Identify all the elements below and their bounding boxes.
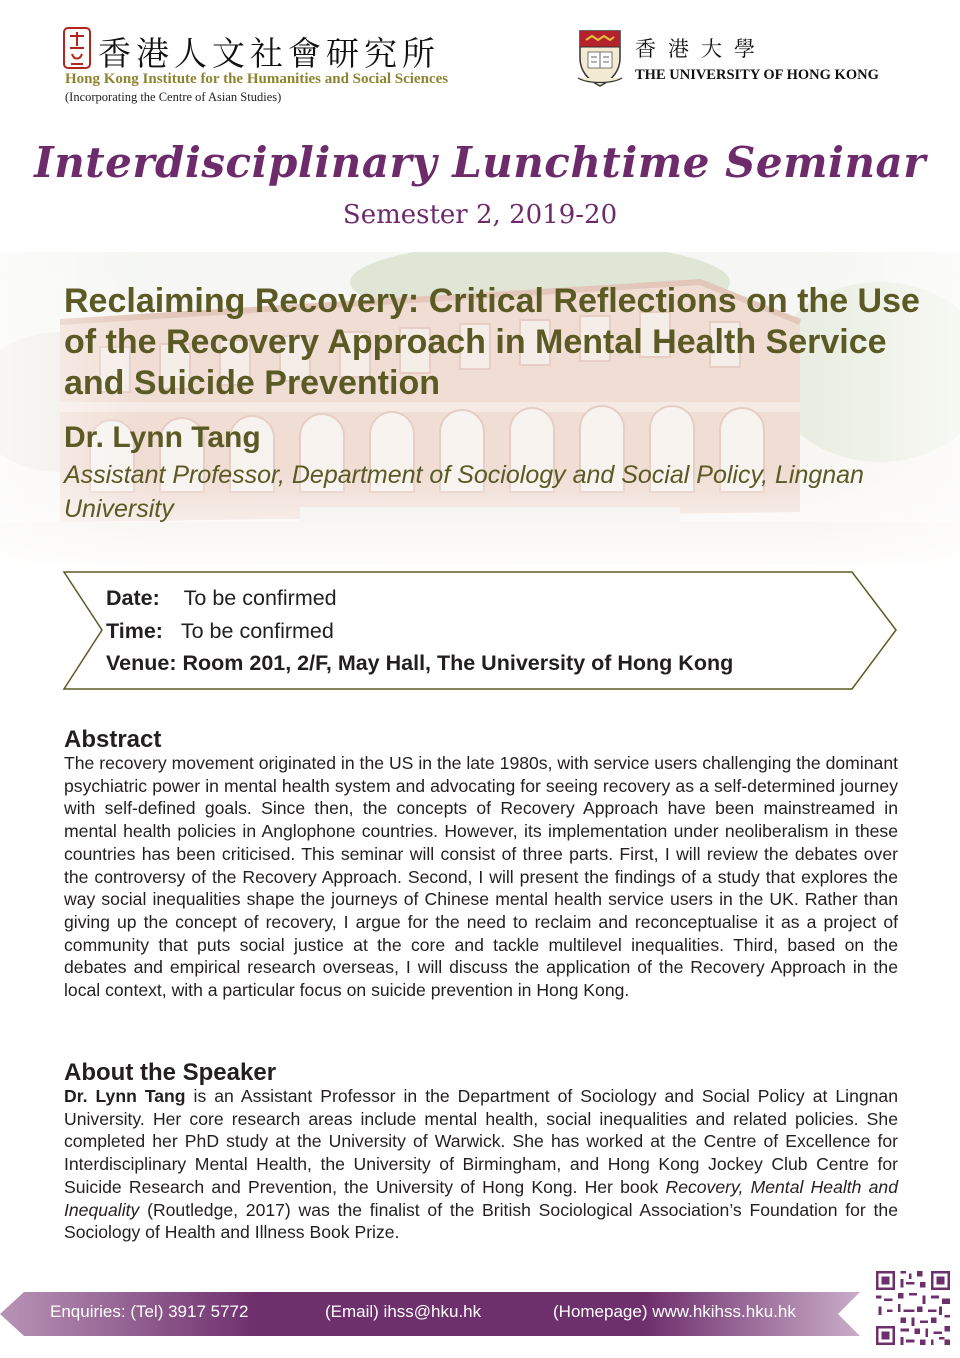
qr-code-icon[interactable] [873, 1268, 953, 1348]
footer-enquiries: Enquiries: (Tel) 3917 5772 [50, 1302, 249, 1321]
institute-chinese-name: 香港人文社會研究所 [98, 34, 440, 73]
about-text-part-1: is an Assistant Professor in the Department of Sociology and Social Policy at Lingnan University. Her core research areas include mental health, social inequalities and related policies. She completed her PhD study at the University of Warwick. She has worked at the Centre of Excellence for Interdisciplinary Mental Health, the University of Birmingham, and Hong Kong Jockey Club Centre for Suicide Research and Prevention, the University of Hong Kong. Her book [64, 1086, 898, 1197]
date-label: Date: [106, 586, 160, 610]
hku-logo [576, 28, 906, 98]
venue-value: Room 201, 2/F, May Hall, The University of Hong Kong [182, 651, 734, 675]
date-row [106, 586, 337, 611]
abstract-heading: Abstract [64, 726, 162, 753]
about-speaker-heading: About the Speaker [64, 1059, 277, 1086]
book-title: Recovery, Mental Health and Inequality [64, 1176, 898, 1220]
venue-row [106, 651, 733, 676]
time-label: Time: [106, 619, 163, 643]
institute-english-name: Hong Kong Institute for the Humanities and Social Sciences [65, 71, 449, 87]
footer-homepage[interactable]: (Homepage) www.hkihss.hku.hk [553, 1302, 796, 1321]
speaker-affiliation: Assistant Professor, Department of Sociology and Social Policy, Lingnan University [64, 461, 864, 523]
talk-title: Reclaiming Recovery: Critical Reflections on the Use of the Recovery Approach in Mental Health Service and Suicide Prevention [64, 282, 920, 402]
footer-email[interactable]: (Email) ihss@hku.hk [325, 1302, 482, 1321]
about-text-part-2: (Routledge, 2017) was the finalist of the British Sociological Association’s Foundation for the Sociology of Health and Illness Book Prize. [64, 1199, 898, 1243]
hkihss-logo [62, 26, 532, 106]
about-speaker-text [64, 1085, 898, 1244]
venue-label: Venue: [106, 651, 177, 675]
seal-icon [62, 26, 92, 70]
series-title: Interdisciplinary Lunchtime Seminar [34, 138, 926, 187]
hku-crest-icon [576, 28, 624, 88]
about-speaker-name: Dr. Lynn Tang [64, 1086, 186, 1106]
date-value: To be confirmed [183, 586, 337, 610]
institute-subtitle: (Incorporating the Centre of Asian Studies) [65, 90, 282, 104]
speaker-name: Dr. Lynn Tang [64, 421, 261, 454]
abstract-text: The recovery movement originated in the US in the late 1980s, with service users challenging the dominant psychiatric power in mental health system and advocating for seeing recovery as a self-determined journey with self-defined goals. Since then, the concepts of Recovery Approach have been mainstreamed in mental health policies in Anglophone countries. However, its implementation under neoliberalism in these countries has been criticised. This seminar will consist of three parts. First, I will review the debates over the controversy of the Recovery Approach. Second, I will present the findings of a study that explores the way social inequalities shape the journeys of Chinese mental health service users in the UK. Rather than giving up the concept of recovery, I argue for the need to reclaim and reconceptualise it as a project of community that puts social justice at the core and tackle multilevel inequalities. Third, based on the debates and empirical research overseas, I will discuss the application of the Recovery Approach in the local context, with a particular focus on suicide prevention in Hong Kong. [64, 753, 898, 1001]
time-row [106, 619, 334, 644]
semester-label: Semester 2, 2019-20 [342, 200, 618, 230]
event-details-box [62, 570, 898, 691]
time-value: To be confirmed [180, 619, 334, 643]
university-chinese-name: 香港大學 [635, 37, 767, 61]
university-english-name: THE UNIVERSITY OF HONG KONG [635, 67, 879, 83]
